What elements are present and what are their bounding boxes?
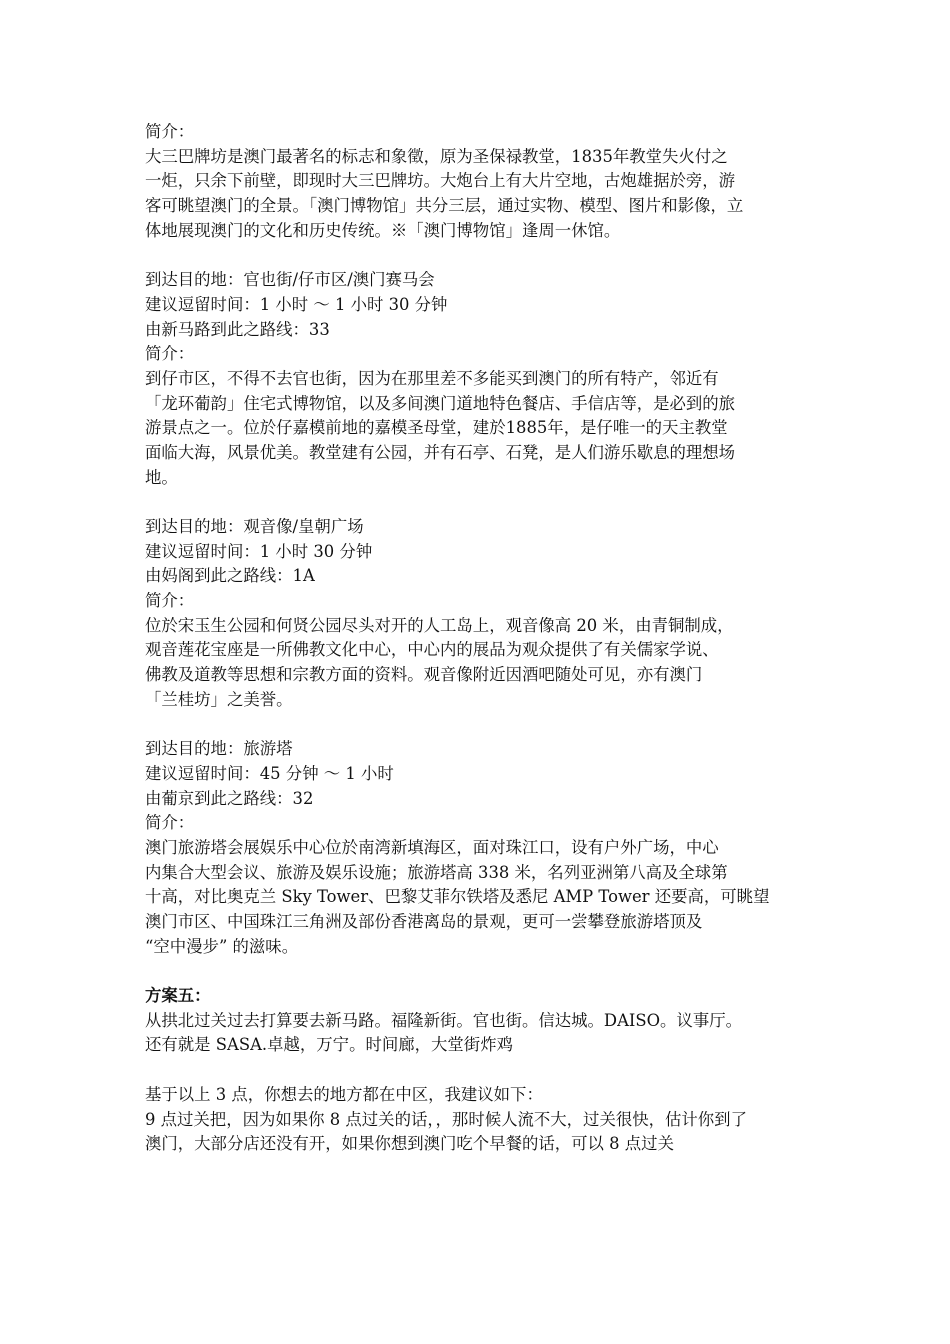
route-line: 由葡京到此之路线：32: [145, 788, 314, 808]
paragraph-line: 佛教及道教等思想和宗教方面的资料。观音像附近因酒吧随处可见，亦有澳门: [145, 665, 703, 685]
plan-five-heading: 方案五：: [145, 986, 211, 1006]
paragraph-line: 体地展现澳门的文化和历史传统。※「澳门博物馆」逢周一休馆。: [145, 220, 621, 240]
advice-line: 澳门，大部分店还没有开，如果你想到澳门吃个早餐的话，可以 8 点过关: [145, 1134, 674, 1154]
paragraph-line: 还有就是 SASA.卓越，万宁。时间廊，大堂街炸鸡: [145, 1035, 513, 1055]
blank-line: [145, 243, 815, 268]
paragraph-line: 观音莲花宝座是一所佛教文化中心，中心内的展品为观众提供了有关儒家学说、: [145, 640, 719, 660]
paragraph-line: 澳门旅游塔会展娱乐中心位於南湾新填海区，面对珠江口，设有户外广场，中心: [145, 837, 719, 857]
intro-label: 简介：: [145, 591, 195, 611]
paragraph-line: 位於宋玉生公园和何贤公园尽头对开的人工岛上，观音像高 20 米，由青铜制成，: [145, 615, 734, 635]
paragraph-line: 澳门市区、中国珠江三角洲及部份香港离岛的景观，更可一尝攀登旅游塔顶及: [145, 912, 703, 931]
paragraph-line: 游景点之一。位於仔嘉模前地的嘉模圣母堂，建於1885年，是仔唯一的天主教堂: [145, 418, 728, 438]
stay-time-line: 建议逗留时间：1 小时 30 分钟: [145, 541, 373, 561]
paragraph-line: 客可眺望澳门的全景。「澳门博物馆」共分三层，通过实物、模型、图片和影像，立: [145, 196, 744, 216]
destination-line: 到达目的地：观音像/皇朝广场: [145, 517, 364, 536]
paragraph-line: 从拱北过关过去打算要去新马路。福隆新街。官也街。信达城。DAISO。议事厅。: [145, 1010, 743, 1030]
paragraph-line: 大三巴牌坊是澳门最著名的标志和象徵，原为圣保禄教堂，1835年教堂失火付之: [145, 146, 728, 166]
stay-time-line: 建议逗留时间：1 小时 ～ 1 小时 30 分钟: [145, 294, 448, 314]
stay-time-line: 建议逗留时间：45 分钟 ～ 1 小时: [145, 763, 394, 783]
paragraph-line: 「兰桂坊」之美誉。: [145, 689, 293, 709]
intro-label: 简介：: [145, 122, 195, 141]
blank-line: [145, 1058, 815, 1083]
intro-label: 简介：: [145, 813, 195, 833]
destination-line: 到达目的地：官也街/仔市区/澳门赛马会: [145, 270, 435, 290]
document-body: [145, 120, 815, 1157]
paragraph-line: 内集合大型会议、旅游及娱乐设施；旅游塔高 338 米，名列亚洲第八高及全球第: [145, 862, 728, 882]
paragraph-line: 到仔市区，不得不去官也街，因为在那里差不多能买到澳门的所有特产，邻近有: [145, 368, 719, 388]
paragraph-line: “空中漫步” 的滋味。: [145, 936, 299, 956]
blank-line: [145, 490, 815, 515]
advice-line: 9 点过关把，因为如果你 8 点过关的话，，那时候人流不大，过关很快，估计你到了: [145, 1109, 747, 1129]
paragraph-line: 一炬，只余下前壁，即现时大三巴牌坊。大炮台上有大片空地，古炮雄据於旁，游: [145, 171, 736, 191]
paragraph-line: 地。: [145, 467, 178, 487]
advice-line: 基于以上 3 点，你想去的地方都在中区，我建议如下：: [145, 1084, 543, 1104]
route-line: 由新马路到此之路线：33: [145, 319, 330, 339]
blank-line: [145, 713, 815, 738]
intro-label: 简介：: [145, 344, 195, 364]
destination-line: 到达目的地：旅游塔: [145, 739, 293, 759]
blank-line: [145, 959, 815, 984]
paragraph-line: 十高，对比奥克兰 Sky Tower、巴黎艾菲尔铁塔及悉尼 AMP Tower 还要高，可眺望: [145, 887, 770, 907]
paragraph-line: 面临大海，风景优美。教堂建有公园，并有石亭、石凳，是人们游乐歇息的理想场: [145, 442, 736, 462]
route-line: 由妈阁到此之路线：1A: [145, 566, 315, 586]
paragraph-line: 「龙环葡韵」住宅式博物馆，以及多间澳门道地特色餐店、手信店等，是必到的旅: [145, 393, 736, 413]
